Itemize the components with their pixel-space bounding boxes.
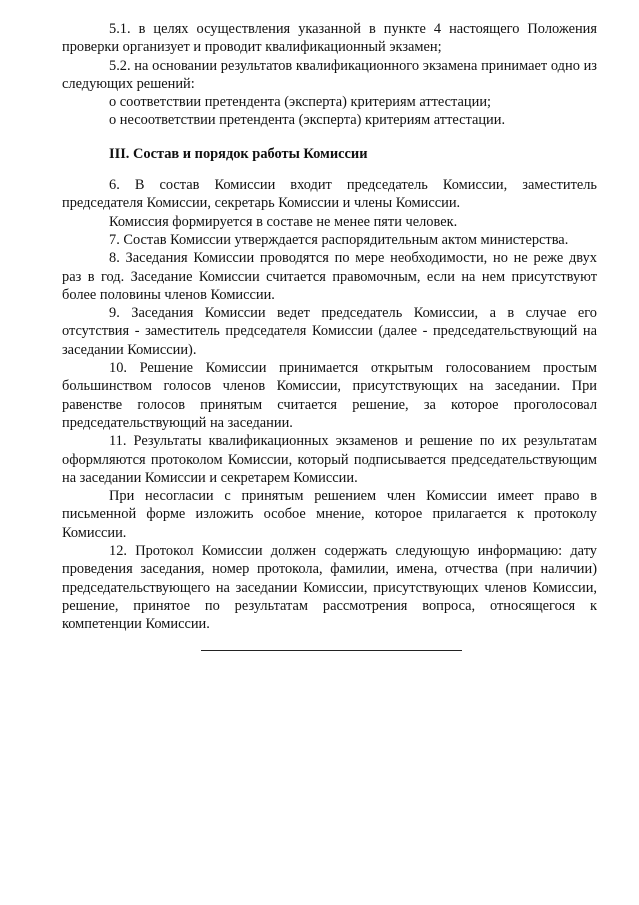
item-5-2: 5.2. на основании результатов квалификационного экзамена принимает одно из следующих решений:	[62, 57, 597, 92]
paragraph-12: 12. Протокол Комиссии должен содержать следующую информацию: дату проведения заседания, номер протокола, фамилии, имена, отчества (при наличии) председательствующего на заседании Комиссии, присутствующих членов Комиссии, решение, принятое по результатам рассмотрения вопроса, относящегося к компетенции Комиссии.	[62, 543, 597, 633]
paragraph-6: 6. В состав Комиссии входит председатель Комиссии, заместитель председателя Комиссии, секретарь Комиссии и члены Комиссии.	[62, 177, 597, 212]
paragraph-10: 10. Решение Комиссии принимается открытым голосованием простым большинством голосов членов Комиссии, присутствующих на заседании. При равенстве голосов принятым считается решение, за которое проголосовал председательствующий на заседании.	[62, 360, 597, 431]
section-heading: III. Состав и порядок работы Комиссии	[109, 145, 368, 162]
paragraph-6-composition: Комиссия формируется в составе не менее пяти человек.	[109, 213, 458, 230]
paragraph-11-dissent: При несогласии с принятым решением член Комиссии имеет право в письменной форме изложить особое мнение, которое прилагается к протоколу Комиссии.	[62, 488, 597, 541]
paragraph-9: 9. Заседания Комиссии ведет председатель Комиссии, а в случае его отсутствия - заместитель председателя Комиссии (далее - председательствующий на заседании Комиссии).	[62, 305, 597, 358]
paragraph-7: 7. Состав Комиссии утверждается распорядительным актом министерства.	[109, 231, 569, 248]
paragraph-11: 11. Результаты квалификационных экзаменов и решение по их результатам оформляются протоколом Комиссии, который подписывается председательствующим на заседании Комиссии и секретарем Комиссии.	[62, 433, 597, 486]
end-separator-line	[201, 650, 462, 651]
decision-option-noncompliance: о несоответствии претендента (эксперта) критериям аттестации.	[109, 112, 506, 129]
paragraph-8: 8. Заседания Комиссии проводятся по мере необходимости, но не реже двух раз в год. Заседание Комиссии считается правомочным, если на нем присутствуют более половины членов Комиссии.	[62, 250, 597, 303]
item-5-1: 5.1. в целях осуществления указанной в пункте 4 настоящего Положения проверки организует и проводит квалификационный экзамен;	[62, 21, 597, 56]
document-body	[62, 20, 597, 634]
decision-option-compliance: о соответствии претендента (эксперта) критериям аттестации;	[109, 94, 492, 111]
